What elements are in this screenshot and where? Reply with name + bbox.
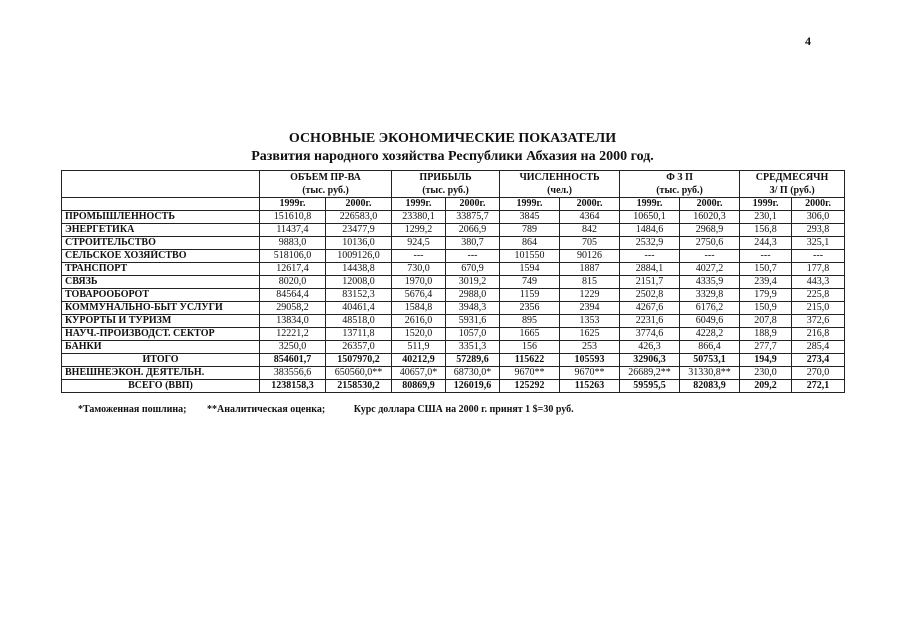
table-cell: 2988,0: [446, 289, 500, 302]
row-label: ВСЕГО (ВВП): [62, 380, 260, 393]
table-cell: 156: [500, 341, 560, 354]
table-cell: 6049,6: [680, 315, 740, 328]
table-cell: 272,1: [792, 380, 845, 393]
table-cell: 80869,9: [392, 380, 446, 393]
table-cell: 10136,0: [326, 237, 392, 250]
table-cell: 12221,2: [260, 328, 326, 341]
table-cell: 239,4: [740, 276, 792, 289]
table-cell: 1970,0: [392, 276, 446, 289]
header-year: 1999г.: [740, 198, 792, 211]
table-cell: 151610,8: [260, 211, 326, 224]
table-cell: 383556,6: [260, 367, 326, 380]
row-label: КОММУНАЛЬНО-БЫТ УСЛУГИ: [62, 302, 260, 315]
table-cell: 90126: [560, 250, 620, 263]
table-cell: 518106,0: [260, 250, 326, 263]
table-cell: 8020,0: [260, 276, 326, 289]
table-cell: 2394: [560, 302, 620, 315]
table-cell: 125292: [500, 380, 560, 393]
table-cell: 1009126,0: [326, 250, 392, 263]
table-row: [62, 354, 845, 367]
table-cell: 1507970,2: [326, 354, 392, 367]
table-cell: 68730,0*: [446, 367, 500, 380]
header-year: 1999г.: [620, 198, 680, 211]
table-cell: 5931,6: [446, 315, 500, 328]
table-cell: 33875,7: [446, 211, 500, 224]
table-cell: 1299,2: [392, 224, 446, 237]
table-cell: 13711,8: [326, 328, 392, 341]
table-cell: 32906,3: [620, 354, 680, 367]
table-cell: 1584,8: [392, 302, 446, 315]
table-row: [62, 211, 845, 224]
table-cell: 13834,0: [260, 315, 326, 328]
table-cell: 14438,8: [326, 263, 392, 276]
table-cell: 26689,2**: [620, 367, 680, 380]
footnote-estimate: **Аналитическая оценка;: [207, 404, 326, 415]
table-row: [62, 237, 845, 250]
table-cell: 16020,3: [680, 211, 740, 224]
table-cell: 4364: [560, 211, 620, 224]
table-cell: 4335,9: [680, 276, 740, 289]
table-cell: 1887: [560, 263, 620, 276]
table-cell: ---: [740, 250, 792, 263]
header-year-row: [62, 198, 845, 211]
table-cell: 3019,2: [446, 276, 500, 289]
table-cell: 29058,2: [260, 302, 326, 315]
table-cell: 854601,7: [260, 354, 326, 367]
table-row: [62, 224, 845, 237]
header-group-payroll: Ф З П (тыс. руб.): [620, 171, 740, 198]
row-label: СТРОИТЕЛЬСТВО: [62, 237, 260, 250]
table-cell: 5676,4: [392, 289, 446, 302]
table-cell: 115622: [500, 354, 560, 367]
header-year: 2000г.: [792, 198, 845, 211]
table-cell: 83152,3: [326, 289, 392, 302]
table-cell: 380,7: [446, 237, 500, 250]
table-cell: 3948,3: [446, 302, 500, 315]
table-cell: 207,8: [740, 315, 792, 328]
table-cell: 10650,1: [620, 211, 680, 224]
table-cell: 864: [500, 237, 560, 250]
table-cell: 105593: [560, 354, 620, 367]
table-cell: 325,1: [792, 237, 845, 250]
table-cell: 730,0: [392, 263, 446, 276]
table-cell: 48518,0: [326, 315, 392, 328]
table-cell: 177,8: [792, 263, 845, 276]
table-row: [62, 263, 845, 276]
footnotes: [78, 404, 574, 415]
table-cell: 3250,0: [260, 341, 326, 354]
header-year-corner: [62, 198, 260, 211]
table-cell: 253: [560, 341, 620, 354]
table-cell: 179,9: [740, 289, 792, 302]
table-cell: 209,2: [740, 380, 792, 393]
table-cell: 866,4: [680, 341, 740, 354]
table-cell: 230,1: [740, 211, 792, 224]
table-cell: 1353: [560, 315, 620, 328]
table-cell: 11437,4: [260, 224, 326, 237]
table-cell: 1229: [560, 289, 620, 302]
table-cell: 215,0: [792, 302, 845, 315]
table-cell: 244,3: [740, 237, 792, 250]
header-group-row: [62, 171, 845, 198]
header-year: 1999г.: [392, 198, 446, 211]
table-cell: 277,7: [740, 341, 792, 354]
header-corner: [62, 171, 260, 198]
table-cell: 285,4: [792, 341, 845, 354]
table-cell: 4228,2: [680, 328, 740, 341]
table-cell: 57289,6: [446, 354, 500, 367]
table-cell: 670,9: [446, 263, 500, 276]
table-cell: 126019,6: [446, 380, 500, 393]
table-cell: 3845: [500, 211, 560, 224]
table-cell: 2151,7: [620, 276, 680, 289]
table-cell: 188,9: [740, 328, 792, 341]
table-cell: 1594: [500, 263, 560, 276]
table-row: [62, 250, 845, 263]
table-cell: 40212,9: [392, 354, 446, 367]
table-cell: 273,4: [792, 354, 845, 367]
table-cell: 372,6: [792, 315, 845, 328]
table-cell: 650560,0**: [326, 367, 392, 380]
table-cell: 2356: [500, 302, 560, 315]
table-cell: 150,7: [740, 263, 792, 276]
table-cell: 2884,1: [620, 263, 680, 276]
table-cell: ---: [620, 250, 680, 263]
table-cell: 2532,9: [620, 237, 680, 250]
table-cell: 2502,8: [620, 289, 680, 302]
table-cell: 225,8: [792, 289, 845, 302]
table-cell: 40657,0*: [392, 367, 446, 380]
table-cell: 2750,6: [680, 237, 740, 250]
table-cell: 156,8: [740, 224, 792, 237]
table-cell: 6176,2: [680, 302, 740, 315]
row-label: БАНКИ: [62, 341, 260, 354]
page-title: ОСНОВНЫЕ ЭКОНОМИЧЕСКИЕ ПОКАЗАТЕЛИ: [288, 131, 617, 146]
table-cell: 2968,9: [680, 224, 740, 237]
table-cell: 150,9: [740, 302, 792, 315]
table-row: [62, 289, 845, 302]
table-cell: 9670**: [500, 367, 560, 380]
table-cell: 226583,0: [326, 211, 392, 224]
header-year: 2000г.: [326, 198, 392, 211]
table-cell: 1238158,3: [260, 380, 326, 393]
table-cell: 1057,0: [446, 328, 500, 341]
indicators-table: [61, 170, 845, 393]
header-group-headcount: ЧИСЛЕННОСТЬ (чел.): [500, 171, 620, 198]
table-cell: 12008,0: [326, 276, 392, 289]
table-cell: 2616,0: [392, 315, 446, 328]
table-cell: ---: [392, 250, 446, 263]
row-label: ИТОГО: [62, 354, 260, 367]
row-label: СВЯЗЬ: [62, 276, 260, 289]
table-cell: 230,0: [740, 367, 792, 380]
table-cell: 115263: [560, 380, 620, 393]
page-number: 4: [805, 34, 811, 48]
row-label: ПРОМЫШЛЕННОСТЬ: [62, 211, 260, 224]
table-cell: 26357,0: [326, 341, 392, 354]
table-cell: 705: [560, 237, 620, 250]
header-year: 2000г.: [446, 198, 500, 211]
table-cell: 443,3: [792, 276, 845, 289]
header-group-profit: ПРИБЫЛЬ (тыс. руб.): [392, 171, 500, 198]
header-group-avg-salary: СРЕДМЕСЯЧН З/ П (руб.): [740, 171, 845, 198]
row-label: ТРАНСПОРТ: [62, 263, 260, 276]
table-cell: ---: [792, 250, 845, 263]
table-cell: 1484,6: [620, 224, 680, 237]
table-cell: 1665: [500, 328, 560, 341]
table-row: [62, 315, 845, 328]
table-row: [62, 328, 845, 341]
table-cell: ---: [680, 250, 740, 263]
row-label: ТОВАРООБОРОТ: [62, 289, 260, 302]
header-year: 2000г.: [680, 198, 740, 211]
table-cell: 293,8: [792, 224, 845, 237]
table-cell: 84564,4: [260, 289, 326, 302]
table-cell: 815: [560, 276, 620, 289]
table-cell: 9883,0: [260, 237, 326, 250]
table-cell: 1520,0: [392, 328, 446, 341]
header-year: 1999г.: [500, 198, 560, 211]
table-cell: 50753,1: [680, 354, 740, 367]
row-label: ВНЕШНЕЭКОН. ДЕЯТЕЛЬН.: [62, 367, 260, 380]
row-label: СЕЛЬСКОЕ ХОЗЯЙСТВО: [62, 250, 260, 263]
table-cell: 4267,6: [620, 302, 680, 315]
row-label: НАУЧ.-ПРОИЗВОДСТ. СЕКТОР: [62, 328, 260, 341]
table-cell: 216,8: [792, 328, 845, 341]
table-cell: ---: [446, 250, 500, 263]
footnote-customs: *Таможенная пошлина;: [78, 404, 187, 415]
table-cell: 23380,1: [392, 211, 446, 224]
row-label: ЭНЕРГЕТИКА: [62, 224, 260, 237]
footnote-exchange-rate: Курс доллара США на 2000 г. принят 1 $=30 руб.: [353, 404, 574, 415]
table-cell: 842: [560, 224, 620, 237]
table-cell: 895: [500, 315, 560, 328]
page-subtitle: Развития народного хозяйства Республики Абхазия на 2000 год.: [251, 149, 654, 164]
table-cell: 3774,6: [620, 328, 680, 341]
table-cell: 40461,4: [326, 302, 392, 315]
table-cell: 12617,4: [260, 263, 326, 276]
table-cell: 31330,8**: [680, 367, 740, 380]
table-cell: 2066,9: [446, 224, 500, 237]
table-cell: 82083,9: [680, 380, 740, 393]
table-cell: 1625: [560, 328, 620, 341]
table-cell: 789: [500, 224, 560, 237]
table-cell: 101550: [500, 250, 560, 263]
header-year: 2000г.: [560, 198, 620, 211]
table-cell: 2158530,2: [326, 380, 392, 393]
table-cell: 306,0: [792, 211, 845, 224]
table-cell: 4027,2: [680, 263, 740, 276]
table-row: [62, 367, 845, 380]
table-cell: 23477,9: [326, 224, 392, 237]
table-cell: 3351,3: [446, 341, 500, 354]
row-label: КУРОРТЫ И ТУРИЗМ: [62, 315, 260, 328]
table-cell: 3329,8: [680, 289, 740, 302]
table-cell: 749: [500, 276, 560, 289]
table-cell: 1159: [500, 289, 560, 302]
table-cell: 426,3: [620, 341, 680, 354]
table-cell: 924,5: [392, 237, 446, 250]
table-row: [62, 276, 845, 289]
header-group-volume: ОБЪЕМ ПР-ВА (тыс. руб.): [260, 171, 392, 198]
header-year: 1999г.: [260, 198, 326, 211]
table-row: [62, 341, 845, 354]
table-row: [62, 380, 845, 393]
table-cell: 270,0: [792, 367, 845, 380]
table-cell: 59595,5: [620, 380, 680, 393]
table-cell: 511,9: [392, 341, 446, 354]
table-cell: 194,9: [740, 354, 792, 367]
table-row: [62, 302, 845, 315]
table-cell: 9670**: [560, 367, 620, 380]
table-cell: 2231,6: [620, 315, 680, 328]
